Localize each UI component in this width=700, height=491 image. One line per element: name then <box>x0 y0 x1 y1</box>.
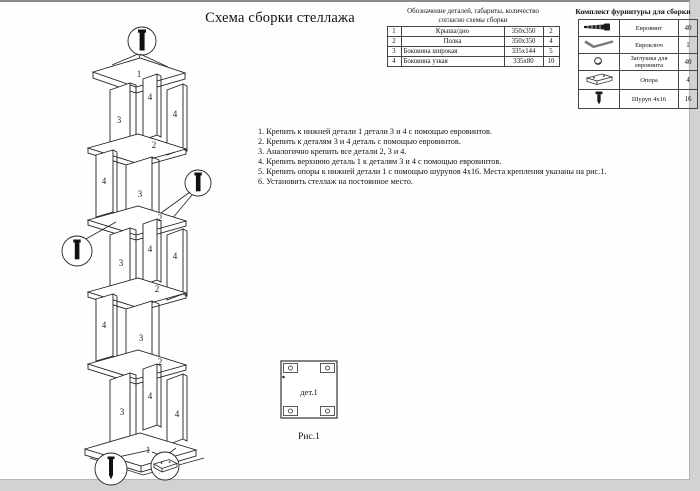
part-label: 3 <box>118 258 124 268</box>
part-label: 3 <box>116 115 122 125</box>
hardware-qty: 16 <box>679 90 698 109</box>
hardware-name: Опора <box>620 71 679 90</box>
table-row <box>579 90 698 109</box>
part-num: 4 <box>387 57 401 67</box>
figure1-detail-label: дет.1 <box>300 387 318 397</box>
table-row <box>387 27 559 37</box>
parts-table-title-line1: Обозначение деталей, габариты, количество <box>407 7 539 15</box>
assembly-instructions <box>258 127 607 187</box>
part-label: 4 <box>147 92 153 102</box>
hardware-table <box>578 19 698 109</box>
hardware-qty: 1 <box>679 37 698 54</box>
part-num: 3 <box>387 47 401 57</box>
hardware-name: Евровинт <box>620 20 679 37</box>
euroscrew-icon <box>579 20 620 37</box>
instruction-step: 6. Установить стеллаж на постоянное место. <box>258 177 413 186</box>
part-qty: 10 <box>543 57 559 67</box>
euroscrew-callout-right <box>161 170 211 220</box>
part-size: 350х350 <box>504 27 543 37</box>
part-label: 4 <box>101 320 107 330</box>
figure1-diagram <box>270 354 350 444</box>
part-label: 4 <box>172 251 178 261</box>
part-num: 2 <box>387 37 401 47</box>
screw-icon <box>579 90 620 109</box>
part-name: Крыша/дно <box>401 27 504 37</box>
hardware-qty: 40 <box>679 54 698 71</box>
hardware-table-block <box>568 7 698 109</box>
table-row <box>579 37 698 54</box>
part-size: 335х80 <box>504 57 543 67</box>
part-label: 3 <box>119 407 125 417</box>
table-row <box>579 71 698 90</box>
parts-table-title-line2: согласно схемы сборки <box>438 15 508 24</box>
part-label: 1 <box>145 445 151 455</box>
part-label: 2 <box>154 284 160 294</box>
instruction-step: 4. Крепить верхнюю деталь 1 к деталям 3 и 4 с помощью евровинтов. <box>258 157 502 166</box>
part-size: 350х350 <box>504 37 543 47</box>
hardware-qty: 40 <box>679 20 698 37</box>
support-icon <box>579 71 620 90</box>
part-size: 335х144 <box>504 47 543 57</box>
part-label: 4 <box>147 391 153 401</box>
part-qty: 4 <box>543 37 559 47</box>
hardware-table-title: Комплект фурнитуры для сборки <box>575 7 691 16</box>
table-row <box>387 37 559 47</box>
part-label: 3 <box>138 333 144 343</box>
support-callout-bottom <box>151 452 179 480</box>
page-title: Схема сборки стеллажа <box>205 10 355 26</box>
table-row <box>387 57 559 67</box>
hardware-name: Заглушка для евровинта <box>620 54 679 71</box>
instruction-step: 1. Крепить к нижней детали 1 детали 3 и 4 с помощью евровинтов. <box>258 127 492 136</box>
screw-callout-bottom <box>95 453 127 485</box>
hardware-qty: 4 <box>679 71 698 90</box>
parts-table-block <box>381 7 565 67</box>
section-5-panels <box>110 364 187 446</box>
instruction-step: 2. Крепить к деталям 3 и 4 деталь с помощью евровинтов. <box>258 137 461 146</box>
part-label: 2 <box>157 213 163 223</box>
part-num: 1 <box>387 27 401 37</box>
part-label: 4 <box>172 109 178 119</box>
part-label: 1 <box>136 69 142 79</box>
part-label: 2 <box>151 140 157 150</box>
hardware-name: Евроключ <box>620 37 679 54</box>
parts-table <box>387 26 560 67</box>
table-row <box>579 54 698 71</box>
part-name: Боковина узкая <box>401 57 504 67</box>
part-name: Боковина широкая <box>401 47 504 57</box>
part-name: Полка <box>401 37 504 47</box>
shelf-assembly-diagram <box>0 2 240 491</box>
figure1-caption: Рис.1 <box>298 432 320 442</box>
part-label: 4 <box>174 409 180 419</box>
table-row <box>579 20 698 37</box>
hardware-name: Шуруп 4х16 <box>620 90 679 109</box>
part-label: 3 <box>137 189 143 199</box>
part-qty: 5 <box>543 47 559 57</box>
part-label: 2 <box>157 357 163 367</box>
part-label: 4 <box>101 176 107 186</box>
euroscrew-callout-left <box>62 222 116 266</box>
instruction-step: 3. Аналогично крепить все детали 2, 3 и 4. <box>258 147 407 156</box>
hexkey-icon <box>579 37 620 54</box>
part-label: 4 <box>147 244 153 254</box>
instruction-step: 5. Крепить опоры к нижней детали 1 с помощью шурупов 4х16. Места крепления указаны на рис.1. <box>258 167 607 176</box>
table-row <box>387 47 559 57</box>
part-qty: 2 <box>543 27 559 37</box>
cap-icon <box>579 54 620 71</box>
